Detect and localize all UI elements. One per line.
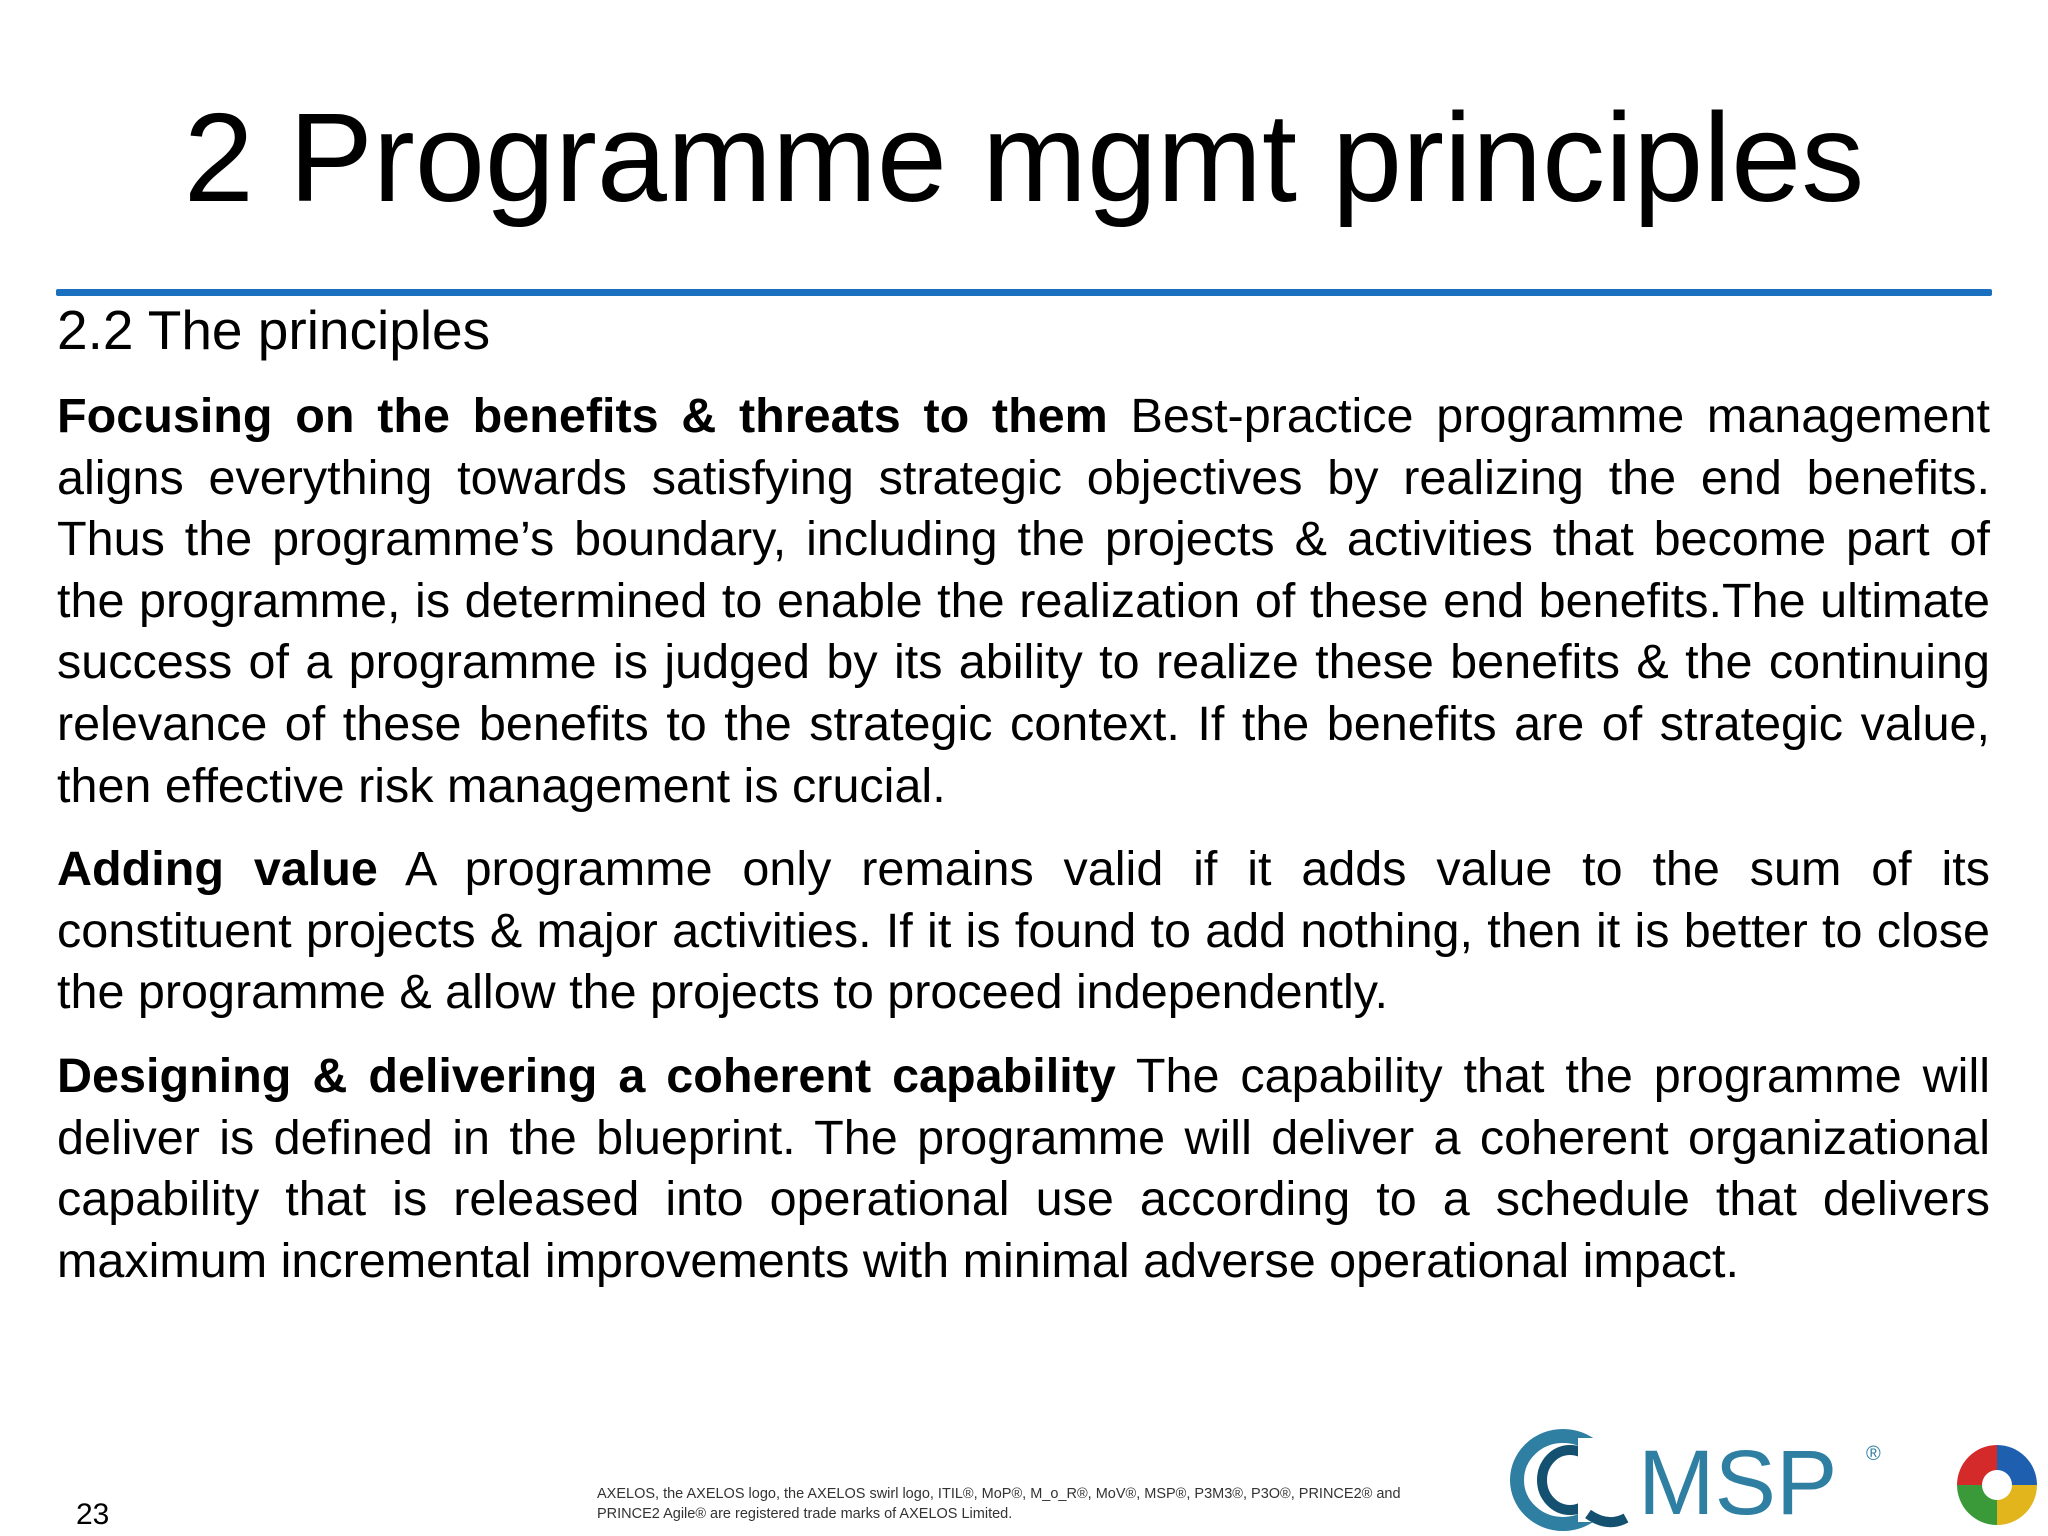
msp-logo-text: MSP <box>1638 1432 1838 1534</box>
page-number: 23 <box>76 1498 110 1531</box>
principle-text: Best-practice programme management aligns everything towards satisfying strategic objectives by realizing the end benefits. Thus the programme’s boundary, including the projects & activities that become part of the programme, is determined to enable the realization of these end benefits.The ultimate success of a programme is judged by its ability to realize these benefits & the continuing relevance of these benefits to the strategic context. If the benefits are of strategic value, then effective risk management is crucial. <box>57 389 1990 813</box>
principle-text: A programme only remains valid if it adds value to the sum of its constituent projects & major activities. If it is found to add nothing, then it is better to close the programme & allow the projects to proceed independently. <box>57 842 1990 1020</box>
plan-do-cycle-icon <box>1952 1440 2042 1530</box>
title-divider <box>56 289 1992 296</box>
principle-heading: Adding value <box>57 842 378 897</box>
principle-paragraph <box>57 386 1990 817</box>
trademark-line: AXELOS, the AXELOS logo, the AXELOS swirl logo, ITIL®, MoP®, M_o_R®, MoV®, MSP®, P3M3®, P3O®, PRINCE2® and <box>597 1486 1401 1502</box>
registered-mark: ® <box>1866 1443 1881 1465</box>
axelos-swirl-icon <box>1517 1436 1626 1524</box>
principle-text: The capability that the programme will deliver is defined in the blueprint. The programme will deliver a coherent organizational capability that is released into operational use according to a schedule that delivers maximum incremental improvements with minimal adverse operational impact. <box>57 1048 1991 1288</box>
slide-title: 2 Programme mgmt principles <box>183 87 1865 228</box>
msp-logo <box>1508 1418 1888 1536</box>
trademark-notice <box>597 1484 1497 1524</box>
principles-body <box>57 386 1990 1314</box>
section-subtitle: 2.2 The principles <box>57 299 491 361</box>
principle-paragraph <box>57 1046 1990 1292</box>
trademark-line: PRINCE2 Agile® are registered trade marks of AXELOS Limited. <box>597 1506 1013 1522</box>
principle-heading: Designing & delivering a coherent capability <box>57 1048 1116 1103</box>
principle-heading: Focusing on the benefits & threats to them <box>57 389 1108 443</box>
principle-paragraph <box>57 839 1990 1024</box>
